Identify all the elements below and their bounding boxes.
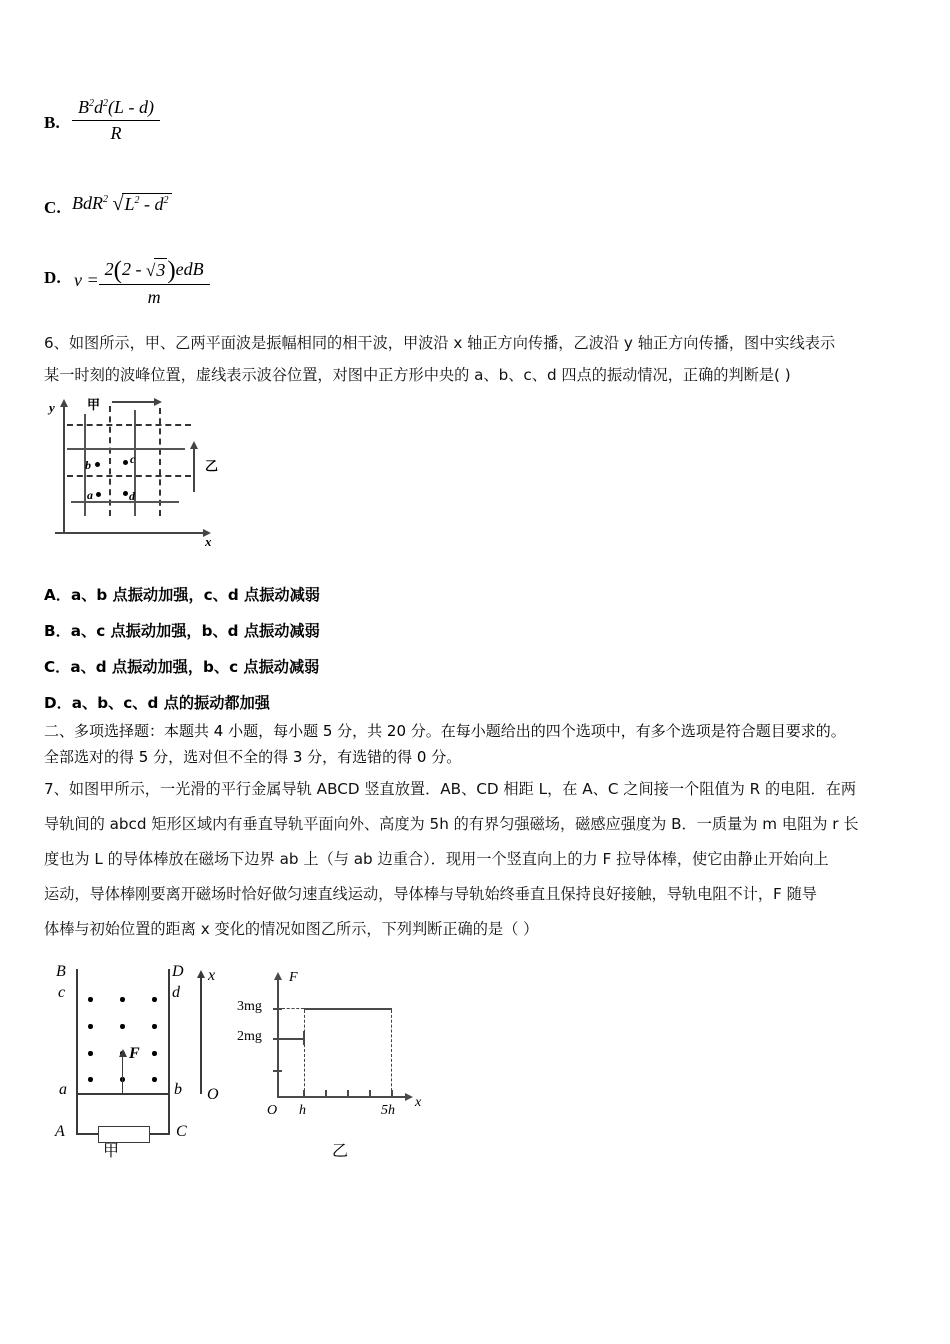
wave-interference-figure bbox=[45, 396, 275, 561]
question-6-choice-c[interactable]: C．a、d 点振动加强，b、c 点振动减弱 bbox=[44, 658, 320, 676]
question-6-line-1: 6、如图所示，甲、乙两平面波是振幅相同的相干波，甲波沿 x 轴正方向传播，乙波沿 y 轴正方向传播，图中实线表示 bbox=[44, 334, 836, 352]
fraction-d-denominator: m bbox=[147, 287, 161, 308]
plot-segment-3mg bbox=[304, 1008, 392, 1010]
fraction-d bbox=[99, 252, 210, 309]
fraction-b-denominator: R bbox=[110, 122, 122, 143]
field-dot bbox=[152, 1024, 157, 1029]
circuit-wire-right bbox=[168, 1094, 170, 1134]
label-c-bottom: C bbox=[176, 1123, 187, 1140]
label-a-corner: A bbox=[55, 1123, 65, 1140]
option-b-expression bbox=[72, 96, 160, 144]
y-axis-label: y bbox=[49, 400, 55, 415]
figure-caption-yi: 乙 bbox=[332, 1141, 349, 1160]
field-dot bbox=[120, 1024, 125, 1029]
option-c-label: C. bbox=[44, 198, 61, 217]
force-arrow-shaft bbox=[122, 1055, 124, 1095]
question-6-choice-d[interactable]: D．a、b、c、d 点的振动都加强 bbox=[44, 694, 270, 712]
trough-line-vertical-1 bbox=[109, 406, 111, 516]
xtick-label-h: h bbox=[299, 1103, 306, 1118]
graph-x-axis bbox=[277, 1096, 407, 1098]
option-b-label: B. bbox=[44, 113, 60, 132]
circuit-wire-left bbox=[76, 1094, 78, 1134]
ytick-minor bbox=[273, 1070, 282, 1072]
plot-segment-2mg bbox=[278, 1038, 304, 1040]
guide-line-3mg bbox=[282, 1008, 304, 1009]
section-2-line-1: 二、多项选择题：本题共 4 小题，每小题 5 分，共 20 分。在每小题给出的四个选项中，有多个选项是符合题目要求的。 bbox=[44, 722, 846, 740]
field-dot bbox=[88, 1051, 93, 1056]
graph-y-axis-arrow-icon bbox=[274, 972, 282, 980]
trough-line-horizontal-2 bbox=[67, 475, 191, 477]
xtick-label-5h: 5h bbox=[381, 1103, 395, 1118]
question-7-line-2: 导轨间的 abcd 矩形区域内有垂直导轨平面向外、高度为 5h 的有界匀强磁场，磁感应强度为 B．一质量为 m 电阻为 r 长 bbox=[44, 815, 859, 833]
trough-line-horizontal-1 bbox=[67, 424, 191, 426]
label-c-corner: c bbox=[58, 984, 66, 1001]
label-b-lower: b bbox=[174, 1081, 182, 1098]
circuit-wire-bottom-left bbox=[76, 1133, 98, 1135]
point-d-label: d bbox=[129, 489, 135, 503]
wave-yi-direction-arrow-icon bbox=[190, 441, 198, 449]
force-label-f: F bbox=[129, 1045, 140, 1062]
x-axis-label: x bbox=[205, 534, 212, 549]
y-axis-arrow-icon bbox=[60, 399, 68, 407]
fraction-d-numerator: 2(2 - √3)edB bbox=[99, 252, 210, 285]
question-6-choice-b[interactable]: B．a、c 点振动加强，b、d 点振动减弱 bbox=[44, 622, 320, 640]
section-2-line-2: 全部选对的得 5 分，选对但不全的得 3 分，有选错的得 0 分。 bbox=[44, 748, 462, 766]
question-6-line-2: 某一时刻的波峰位置，虚线表示波谷位置，对图中正方形中央的 a、b、c、d 四点的振动情况，正确的判断是( ) bbox=[44, 366, 791, 384]
field-dot bbox=[88, 997, 93, 1002]
fx-graph-figure-yi bbox=[237, 965, 445, 1155]
wave-jia-direction-arrow-icon bbox=[154, 398, 162, 406]
field-dot bbox=[88, 1077, 93, 1082]
graph-y-axis-label: F bbox=[289, 970, 298, 985]
x-axis-jia-arrow-icon bbox=[197, 970, 205, 978]
rails-figure-jia bbox=[48, 955, 248, 1150]
point-c-marker bbox=[123, 460, 128, 465]
field-dot bbox=[152, 1077, 157, 1082]
field-dot bbox=[120, 997, 125, 1002]
point-a-label: a bbox=[87, 488, 93, 502]
xtick-4h bbox=[369, 1090, 371, 1097]
x-axis-jia-label: x bbox=[208, 967, 216, 984]
ytick-label-3mg: 3mg bbox=[237, 999, 262, 1014]
fraction-b bbox=[72, 96, 160, 144]
y-axis bbox=[63, 406, 65, 534]
point-c-label: c bbox=[130, 452, 136, 466]
point-b-label: b bbox=[85, 458, 91, 472]
xtick-2h bbox=[325, 1090, 327, 1097]
question-7-line-1: 7、如图甲所示，一光滑的平行金属导轨 ABCD 竖直放置．AB、CD 相距 L，在 A、C 之间接一个阻值为 R 的电阻．在两 bbox=[44, 780, 857, 798]
option-d-lhs: v = bbox=[74, 269, 99, 290]
option-c-expression: BdR$^2$ $√L^2 - d^2$ bbox=[72, 192, 172, 215]
graph-x-axis-arrow-icon bbox=[405, 1093, 413, 1101]
question-6-choice-a[interactable]: A．a、b 点振动加强，c、d 点振动减弱 bbox=[44, 586, 320, 604]
option-d-expression bbox=[74, 252, 210, 309]
wave-jia-label: 甲 bbox=[87, 398, 101, 413]
question-7-line-5: 体棒与初始位置的距离 x 变化的情况如图乙所示，下列判断正确的是（ ） bbox=[44, 920, 539, 938]
rail-ab bbox=[76, 969, 78, 1094]
xtick-3h bbox=[347, 1090, 349, 1097]
question-7-line-4: 运动，导体棒刚要离开磁场时恰好做匀速直线运动，导体棒与导轨始终垂直且保持良好接触，导轨电阻不计，F 随导 bbox=[44, 885, 817, 903]
ytick-3mg bbox=[273, 1008, 282, 1010]
x-axis-jia bbox=[200, 977, 202, 1094]
figure-caption-jia: 甲 bbox=[103, 1141, 120, 1160]
field-dot bbox=[88, 1024, 93, 1029]
x-axis bbox=[55, 532, 205, 534]
rail-cd bbox=[168, 969, 170, 1094]
option-d-label: D. bbox=[44, 268, 61, 287]
label-d-lower: d bbox=[172, 984, 180, 1001]
guide-line-x-5h bbox=[391, 1010, 392, 1096]
circuit-wire-bottom-right bbox=[148, 1133, 170, 1135]
fraction-b-numerator: $B^2d^2(L - d)$ bbox=[72, 96, 160, 121]
crest-line-horizontal-1 bbox=[67, 448, 185, 450]
label-a-lower: a bbox=[59, 1081, 67, 1098]
wave-jia-direction-line bbox=[112, 401, 156, 403]
wave-yi-direction-line bbox=[193, 448, 195, 492]
field-dot bbox=[152, 1051, 157, 1056]
wave-yi-label: 乙 bbox=[202, 459, 217, 472]
graph-origin-label: O bbox=[267, 1103, 278, 1118]
point-a-marker bbox=[96, 492, 101, 497]
origin-label-jia: O bbox=[207, 1086, 219, 1103]
label-d-corner: D bbox=[172, 963, 184, 980]
point-d-marker bbox=[123, 491, 128, 496]
ytick-label-2mg: 2mg bbox=[237, 1029, 262, 1044]
point-b-marker bbox=[95, 462, 100, 467]
question-7-line-3: 度也为 L 的导体棒放在磁场下边界 ab 上（与 ab 边重合）．现用一个竖直向上的力 F 拉导体棒，使它由静止开始向上 bbox=[44, 850, 829, 868]
label-b-corner: B bbox=[56, 963, 66, 980]
field-dot bbox=[152, 997, 157, 1002]
graph-x-axis-label: x bbox=[415, 1095, 422, 1110]
force-arrow-icon bbox=[119, 1049, 127, 1057]
guide-line-x-h bbox=[304, 1010, 305, 1096]
